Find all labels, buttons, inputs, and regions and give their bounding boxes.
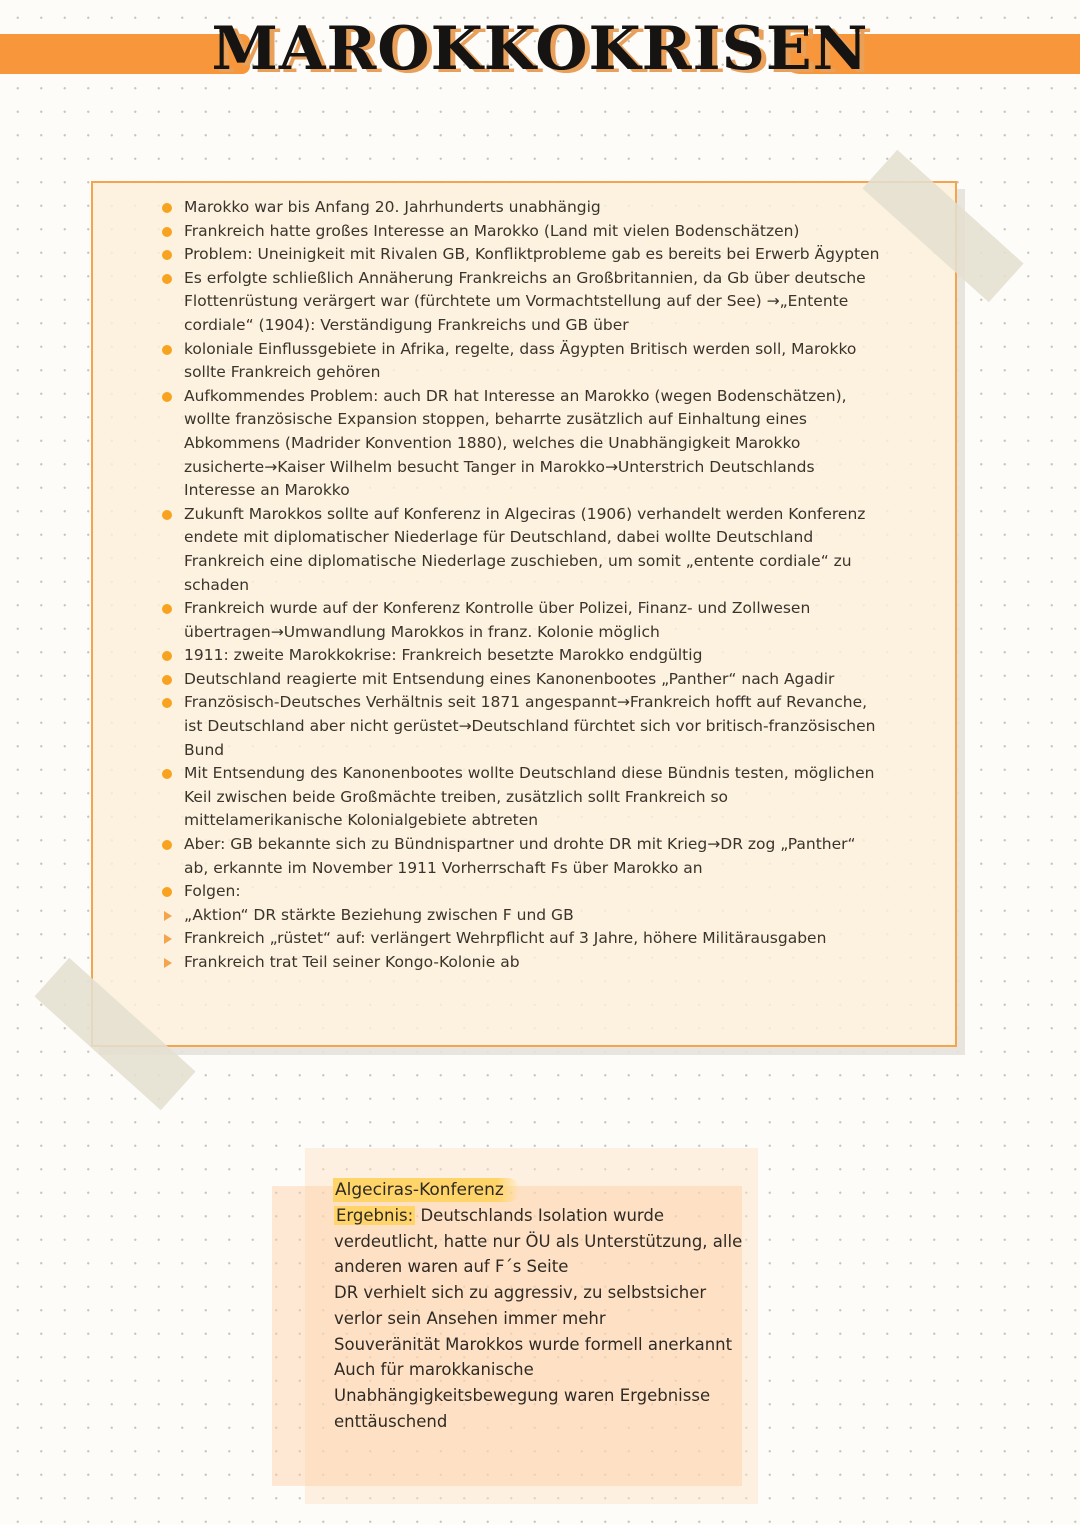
note-item [160, 691, 880, 762]
note-item [160, 503, 880, 597]
note-item [160, 338, 880, 385]
note-text: Marokko war bis Anfang 20. Jahrhunderts unabhängig [184, 198, 601, 216]
bullet-dot-icon [162, 604, 172, 614]
note-item [160, 880, 880, 904]
note-item [160, 644, 880, 668]
triangle-bullet-icon [164, 934, 172, 944]
algeciras-line: DR verhielt sich zu aggressiv, zu selbstsicher verlor sein Ansehen immer mehr [334, 1283, 707, 1328]
note-subitem [160, 904, 880, 928]
result-text: Deutschlands Isolation wurde verdeutlicht, hatte nur ÖU als Unterstützung, alle anderen waren auf F´s Seite [334, 1206, 743, 1277]
result-label: Ergebnis: [336, 1206, 414, 1225]
note-subitem [160, 927, 880, 951]
note-text: Zukunft Marokkos sollte auf Konferenz in Algeciras (1906) verhandelt werden Konferenz endete mit diplomatischer Niederlage für Deutschland, dabei wollte Deutschland Frankreich eine diplomatische Niederlage zuschieben, um somit „entente cordiale“ zu schaden [184, 504, 866, 594]
note-text: Deutschland reagierte mit Entsendung eines Kanonenbootes „Panther“ nach Agadir [184, 669, 835, 688]
note-item [160, 597, 880, 644]
bullet-dot-icon [162, 698, 172, 708]
bullet-dot-icon [162, 510, 172, 520]
note-item [160, 267, 880, 338]
algeciras-title: Algeciras-Konferenz [333, 1178, 520, 1202]
note-subitem [160, 951, 880, 975]
page-title: MAROKKOKRISEN [211, 14, 869, 84]
note-text: Frankreich „rüstet“ auf: verlängert Wehrpflicht auf 3 Jahre, höhere Militärausgaben [184, 929, 827, 948]
note-text: Aber: GB bekannte sich zu Bündnispartner und drohte DR mit Krieg→DR zog „Panther“ ab, erkannte im November 1911 Vorherrschaft Fs über Marokko an [184, 835, 856, 877]
notes-list [160, 196, 880, 975]
algeciras-summary [334, 1203, 754, 1434]
note-text: koloniale Einflussgebiete in Afrika, regelte, dass Ägypten Britisch werden soll, Marokko sollte Frankreich gehören [184, 339, 857, 382]
bullet-dot-icon [162, 203, 172, 213]
bullet-dot-icon [162, 250, 172, 260]
algeciras-line: Auch für marokkanische Unabhängigkeitsbewegung waren Ergebnisse enttäuschend [334, 1360, 711, 1431]
note-text: Frankreich hatte großes Interesse an Marokko (Land mit vielen Bodenschätzen) [184, 221, 800, 240]
note-item [160, 243, 880, 267]
note-text: 1911: zweite Marokkokrise: Frankreich besetzte Marokko endgültig [184, 646, 703, 665]
note-text: Aufkommendes Problem: auch DR hat Interesse an Marokko (wegen Bodenschätzen), wollte französische Expansion stoppen, beharrte zusätzlich auf Einhaltung eines Abkommens (Madrider Konvention 1880), welches die Unabhängigkeit Marokko zusicherte→Kaiser Wilhelm besucht Tanger in Marokko→Unterstrich Deutschlands Interesse an Marokko [184, 386, 847, 500]
bullet-dot-icon [162, 345, 172, 355]
note-item [160, 385, 880, 503]
note-item [160, 668, 880, 692]
algeciras-line: Souveränität Marokkos wurde formell anerkannt [334, 1334, 733, 1354]
bullet-dot-icon [162, 227, 172, 237]
note-text: Es erfolgte schließlich Annäherung Frankreichs an Großbritannien, da Gb über deutsche Flottenrüstung verärgert war (fürchtete um Vormachtstellung auf der See) →„Entente cordiale“ (1904): Verständigung Frankreichs und GB über [184, 268, 866, 334]
note-text: Folgen: [184, 882, 241, 901]
note-item [160, 762, 880, 833]
bullet-dot-icon [162, 769, 172, 779]
note-item [160, 833, 880, 880]
triangle-bullet-icon [164, 958, 172, 968]
note-item [160, 220, 880, 244]
note-text: Mit Entsendung des Kanonenbootes wollte Deutschland diese Bündnis testen, möglichen Keil zwischen beide Großmächte treiben, zusätzlich sollt Frankreich so mittelamerikanische Kolonialgebiete abtreten [184, 764, 875, 830]
bullet-dot-icon [162, 675, 172, 685]
bullet-dot-icon [162, 887, 172, 897]
note-text: Problem: Uneinigkeit mit Rivalen GB, Konfliktprobleme gab es bereits bei Erwerb Ägypten [184, 245, 880, 264]
bullet-dot-icon [162, 392, 172, 402]
bullet-dot-icon [162, 651, 172, 661]
note-text: „Aktion“ DR stärkte Beziehung zwischen F und GB [184, 905, 574, 924]
note-text: Frankreich wurde auf der Konferenz Kontrolle über Polizei, Finanz- und Zollwesen übertragen→Umwandlung Marokkos in franz. Kolonie möglich [184, 599, 811, 641]
note-text: Frankreich trat Teil seiner Kongo-Kolonie ab [184, 953, 520, 971]
algeciras-result [334, 1203, 754, 1280]
note-item [160, 196, 880, 220]
note-text: Französisch-Deutsches Verhältnis seit 1871 angespannt→Frankreich hofft auf Revanche, ist Deutschland aber nicht gerüstet→Deutschland fürchtet sich vor britisch-französischen Bund [184, 693, 876, 759]
triangle-bullet-icon [164, 911, 172, 921]
bullet-dot-icon [162, 274, 172, 284]
bullet-dot-icon [162, 840, 172, 850]
